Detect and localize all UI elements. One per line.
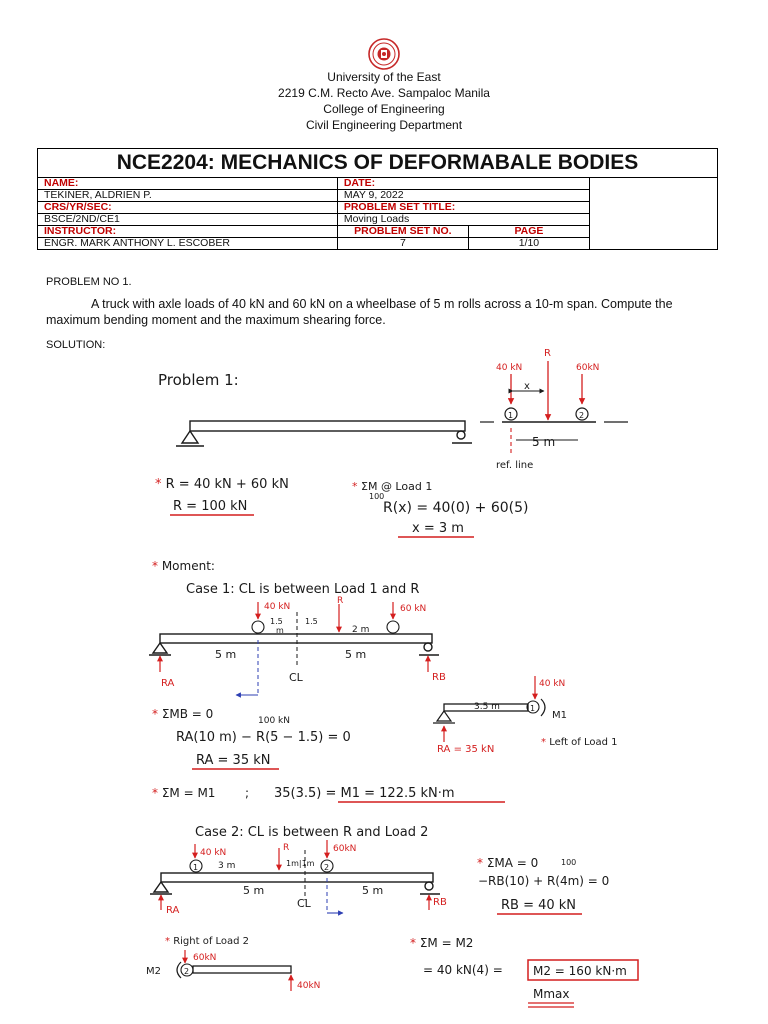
- case1-60kn: 60 kN: [400, 604, 427, 614]
- sketch-load2-label: 2: [579, 411, 585, 420]
- university-name: University of the East: [327, 70, 441, 84]
- sketch-100kn-note: 100 kN: [258, 716, 290, 726]
- sketch-semicolon: ;: [245, 786, 250, 800]
- case1-beam: [149, 634, 439, 655]
- sketch-resultant-value: R = 100 kN: [173, 499, 248, 514]
- college-name: College of Engineering: [323, 102, 445, 116]
- section-problem-1: [155, 348, 628, 537]
- case1-5ma: 5 m: [215, 648, 237, 661]
- case2-ra: RA: [166, 905, 180, 916]
- case2-5ma: 5 m: [243, 884, 265, 897]
- university-address: 2219 C.M. Recto Ave. Sampaloc Manila: [278, 86, 490, 100]
- sketch-m2-calc: = 40 kN(4) =: [423, 963, 503, 977]
- svg-text:1: 1: [530, 704, 536, 713]
- case1-ra: RA: [161, 678, 175, 689]
- ps-no-value: 7: [337, 238, 468, 250]
- sketch-rb-value: RB = 40 kN: [501, 898, 577, 913]
- sketch-x-label: x: [524, 381, 530, 392]
- sketch-right-of-load2: * Right of Load 2: [165, 936, 250, 947]
- fb2-m2: M2: [146, 966, 161, 977]
- case1-rb: RB: [432, 672, 446, 683]
- case1-m-unit: m: [276, 626, 284, 635]
- case1-free-body: [433, 676, 618, 755]
- sketch-case2-title: Case 2: CL is between R and Load 2: [195, 825, 429, 840]
- sketch-r-label: R: [544, 348, 551, 359]
- case2-free-body: [146, 950, 320, 991]
- sketch-wheelbase-label: 5 m: [532, 435, 556, 449]
- ps-no-label: PROBLEM SET NO.: [337, 226, 468, 238]
- sketch-ra-eq: RA(10 m) − R(5 − 1.5) = 0: [176, 730, 351, 745]
- case2-rb: RB: [433, 897, 447, 908]
- sketch-moment-eq: R(x) = 40(0) + 60(5): [383, 500, 529, 516]
- fb1-3-5m: 3.5 m: [474, 702, 500, 712]
- svg-text:2: 2: [324, 863, 330, 872]
- fb2-60kn: 60kN: [193, 953, 217, 963]
- sketch-moment-load1: * ΣM @ Load 1: [352, 480, 433, 493]
- sketch-40kn-label: 40 kN: [496, 363, 523, 373]
- name-value: TEKINER, ALDRIEN P.: [38, 190, 338, 202]
- sketch-m1-sum: * ΣM = M1: [152, 786, 216, 800]
- sketch-sum-mb: * ΣMB = 0: [152, 707, 214, 721]
- ps-title-value: Moving Loads: [337, 214, 589, 226]
- course-title: NCE2204: MECHANICS OF DEFORMABALE BODIES: [38, 149, 718, 178]
- crs-label: CRS/YR/SEC:: [38, 202, 338, 214]
- sketch-case1-title: Case 1: CL is between Load 1 and R: [186, 582, 420, 597]
- svg-text:1: 1: [193, 863, 199, 872]
- sketch-m1-value: 35(3.5) = M1 = 122.5 kN·m: [274, 786, 455, 801]
- sketch-m2-sum: * ΣM = M2: [410, 936, 474, 950]
- sketch-mmax: Mmax: [533, 987, 570, 1001]
- case1-r: R: [337, 596, 344, 606]
- case1-1-5b: 1.5: [305, 617, 318, 626]
- instructor-label: INSTRUCTOR:: [38, 226, 338, 238]
- department-name: Civil Engineering Department: [305, 118, 463, 132]
- main-beam: [176, 421, 472, 446]
- case2-3m: 3 m: [218, 861, 236, 871]
- sketch-problem-title: Problem 1:: [158, 371, 239, 389]
- problem-number: PROBLEM NO 1.: [46, 276, 132, 288]
- sketch-sum-ma: * ΣMA = 0: [477, 856, 539, 870]
- fb1-40kn: 40 kN: [539, 679, 566, 689]
- case2-beam: [150, 873, 440, 894]
- problem-text: A truck with axle loads of 40 kN and 60 kN on a wheelbase of 5 m rolls across a 10-m span. Compute the maximum bending moment and the maximum shearing force.: [46, 297, 673, 327]
- sketch-load1-label: 1: [508, 411, 514, 420]
- fb1-m1: M1: [552, 710, 567, 721]
- sketch-refline-label: ref. line: [496, 460, 534, 471]
- case2-1m-1m: 1m|1m: [286, 859, 315, 868]
- section-case-2: [146, 825, 638, 1007]
- section-case-1: [149, 559, 618, 802]
- case1-1-5a: 1.5: [270, 617, 283, 626]
- truck-load-diagram: [480, 348, 628, 471]
- sketch-x-value: x = 3 m: [412, 521, 464, 536]
- solution-label: SOLUTION:: [46, 339, 106, 351]
- case2-60kn: 60kN: [333, 844, 357, 854]
- case2-5mb: 5 m: [362, 884, 384, 897]
- case1-cl: CL: [289, 671, 303, 684]
- page-label: PAGE: [468, 226, 589, 238]
- sketch-100-note: 100: [369, 492, 385, 501]
- sketch-ra-value: RA = 35 kN: [196, 753, 271, 768]
- sketch-60kn-label: 60kN: [576, 363, 600, 373]
- sketch-resultant-eq: * R = 40 kN + 60 kN: [155, 477, 289, 492]
- instructor-value: ENGR. MARK ANTHONY L. ESCOBER: [38, 238, 338, 250]
- case2-40kn: 40 kN: [200, 848, 227, 858]
- crs-value: BSCE/2ND/CE1: [38, 214, 338, 226]
- sketch-moment-heading: * Moment:: [152, 559, 215, 573]
- sketch-rb-eq: −RB(10) + R(4m) = 0: [478, 874, 610, 888]
- case1-2m: 2 m: [352, 625, 370, 635]
- date-label: DATE:: [337, 178, 589, 190]
- case2-100-note: 100: [561, 858, 577, 867]
- ps-title-label: PROBLEM SET TITLE:: [337, 202, 589, 214]
- case2-cl: CL: [297, 897, 311, 910]
- page-value: 1/10: [468, 238, 589, 250]
- case2-r: R: [283, 843, 290, 853]
- name-label: NAME:: [38, 178, 338, 190]
- fb1-left-note: * Left of Load 1: [541, 737, 618, 748]
- date-value: MAY 9, 2022: [337, 190, 589, 202]
- fb1-ra: RA = 35 kN: [437, 744, 495, 755]
- svg-text:2: 2: [184, 967, 190, 976]
- case1-40kn: 40 kN: [264, 602, 291, 612]
- case1-5mb: 5 m: [345, 648, 367, 661]
- sketch-m2-value: M2 = 160 kN·m: [533, 964, 627, 978]
- fb2-40kn: 40kN: [297, 981, 321, 991]
